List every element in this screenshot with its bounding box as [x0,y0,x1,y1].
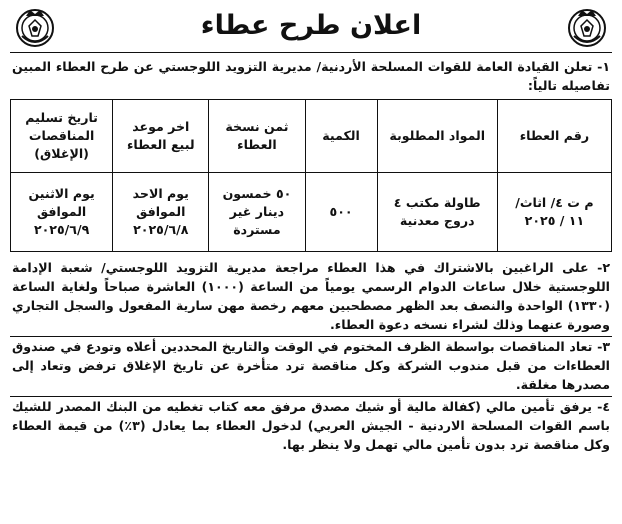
cell-copy-price: ٥٠ خمسون دينار غير مستردة [209,173,305,252]
paragraph-2: ٢- على الراغبين بالاشتراك في هذا العطاء مراجعة مديرية التزويد اللوجستي/ شعبة الإدامة اللوجستية خلال ساعات الدوام الرسمي يومياً من الساعة (١٠٠٠) العاشرة صباحاً ولغاية الساعة (١٣٣٠) الواحدة والنصف بعد الظهر مصطحبين معهم رخصة مهن سارية المفعول والسجل التجاري وصورة عنهما وذلك لشراء نسخه دعوة العطاء. [12,260,610,332]
cell-quantity: ٥٠٠ [305,173,377,252]
header-copy-price: ثمن نسخة العطاء [209,100,305,173]
header-tender-number: رقم العطاء [497,100,611,173]
table-row [11,173,612,252]
header-required-items: المواد المطلوبة [377,100,497,173]
jaf-crest-icon [14,6,56,48]
cell-tender-number: م ت ٤/ اثاث/ ١١ / ٢٠٢٥ [497,173,611,252]
cell-last-sale-date: يوم الاحد الموافق ٢٠٢٥/٦/٨ [113,173,209,252]
paragraph-1: ١- تعلن القيادة العامة للقوات المسلحة الأردنية/ مديرية التزويد اللوجستي عن طرح العطاء المبين تفاصيله تالياً: [12,59,610,93]
header-last-sale-date: اخر موعد لبيع العطاء [113,100,209,173]
cell-required-items: طاولة مكتب ٤ دروج معدنية [377,173,497,252]
header-closing-date: تاريخ تسليم المناقصات (الإغلاق) [11,100,113,173]
tender-details-table [10,99,612,252]
header-divider [10,52,612,53]
notice-title: اعلان طرح عطاء [200,10,422,41]
table-header-row [11,100,612,173]
paragraph-3: ٣- تعاد المناقصات بواسطة الظرف المختوم في الوقت والتاريخ المحددين أعلاه وتودع في صندوق العطاءات من قبل مندوب الشركة وكل مناقصة ترد متأخرة عن تاريخ الإغلاق ترفض وتعاد إلى مصدرها مغلقة. [12,339,610,392]
notice-header [10,6,612,50]
cell-closing-date: يوم الاثنين الموافق ٢٠٢٥/٦/٩ [11,173,113,252]
header-quantity: الكمية [305,100,377,173]
paragraph-4: ٤- يرفق تأمين مالي (كفالة مالية أو شيك مصدق مرفق معه كتاب تغطيه من البنك المصدر للشيك باسم القوات المسلحة الاردنية - الجيش العربي) لدخول العطاء بما يعادل (٣٪) من قيمة العطاء وكل مناقصة ترد بدون تأمين مالي تهمل ولا ينظر بها. [12,399,610,452]
